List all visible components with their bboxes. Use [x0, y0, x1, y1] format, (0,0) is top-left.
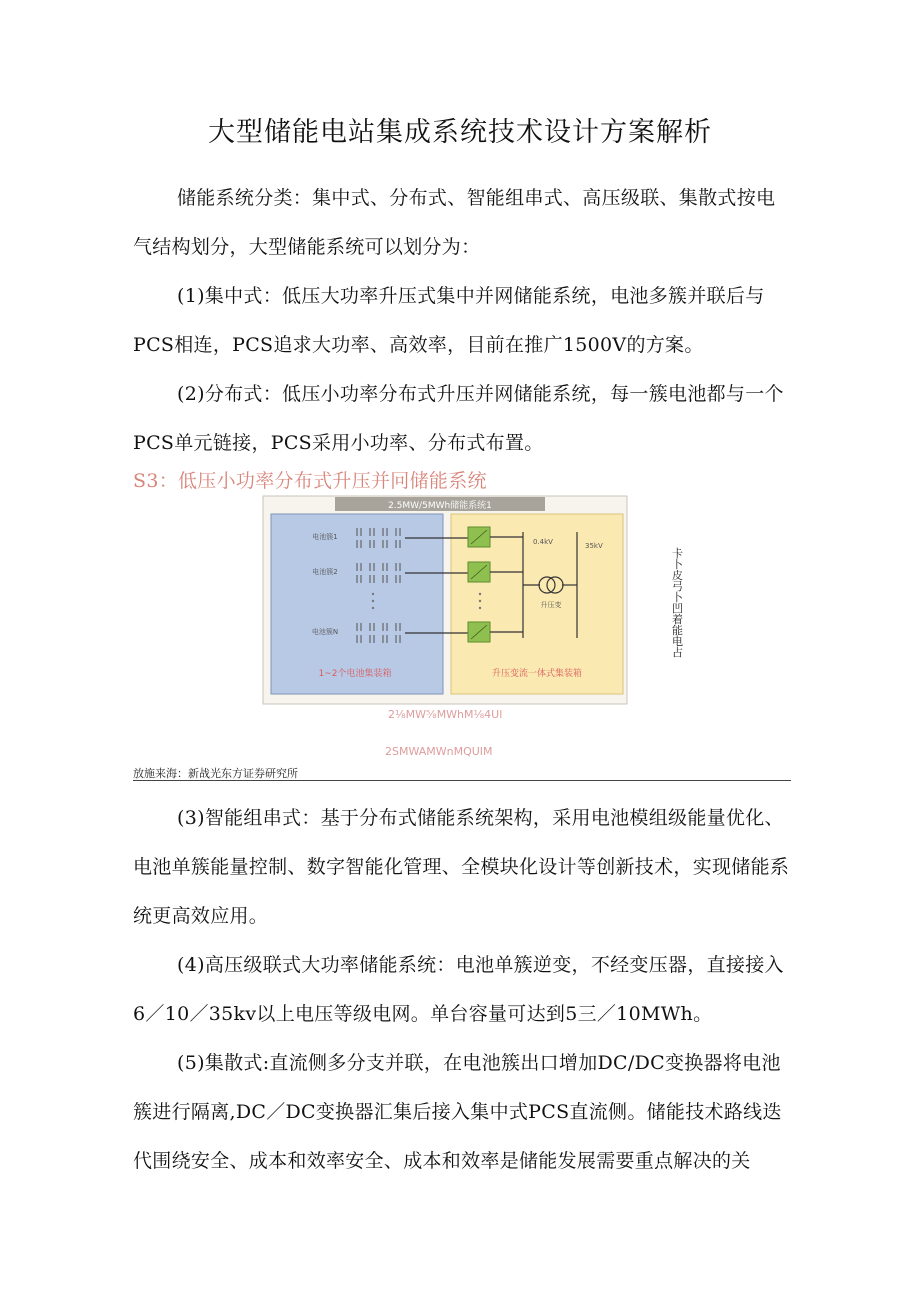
paragraph-text: 储能系统分类：集中式、分布式、智能组串式、高压级联、集散式按电气结构划分，大型储能系统可以划分为： — [133, 187, 776, 258]
paragraph-text: (2)分布式：低压小功率分布式升压并网储能系统，每一簇电池都与一个PCS单元链接，PCS采用小功率、分布式布置。 — [133, 383, 784, 454]
battery-label-1: 电池簇1 — [312, 533, 338, 541]
voltage-high-label: 35kV — [585, 542, 603, 550]
left-box-label: 1~2个电池集装箱 — [318, 669, 392, 679]
paragraph-cascade — [133, 941, 793, 1039]
battery-label-2: 电池簇2 — [312, 568, 338, 576]
voltage-low-label: 0.4kV — [533, 538, 553, 546]
paragraph-text: (5)集散式:直流侧多分支并联，在电池簇出口增加DC/DC变换器将电池簇进行隔离,DC／DC变换器汇集后接入集中式PCS直流侧。储能技术路线迭代围绕安全、成本和效率安全、成本和效率是储能发展需要重点解决的关 — [133, 1052, 782, 1172]
paragraph-centralized — [133, 272, 793, 370]
system-diagram — [255, 490, 635, 710]
paragraph-text: (1)集中式：低压大功率升压式集中并网储能系统，电池多簇并联后与PCS相连，PCS追求大功率、高效率，目前在推广1500V的方案。 — [133, 285, 765, 356]
figure-side-label: 卡卜皮弓卜凹着能电占 — [672, 547, 683, 659]
divider — [133, 780, 791, 781]
paragraph-classification — [133, 174, 793, 272]
battery-label-n: 电池簇N — [311, 628, 339, 636]
transformer-label: 升压变 — [540, 601, 562, 609]
paragraph-text: (3)智能组串式：基于分布式储能系统架构，采用电池模组级能量优化、电池单簇能量控制、数字智能化管理、全模块化设计等创新技术，实现储能系统更高效应用。 — [133, 807, 790, 927]
figure-caption: S3：低压小功率分布式升压并冋储能系统 — [133, 470, 487, 492]
figure-source: 放施来海：新战光东方证券研究所 — [133, 767, 298, 780]
paragraph-distributed — [133, 370, 793, 468]
figure-subtitle-1: 2⅛MW⅝MWhM⅛4Ul — [388, 708, 503, 721]
paragraph-text: (4)高压级联式大功率储能系统：电池单簇逆变，不经变压器，直接接入6／10／35kv以上电压等级电网。单台容量可达到5三／10MWh。 — [133, 954, 784, 1025]
paragraph-distributed-centralized — [133, 1039, 793, 1186]
paragraph-string — [133, 794, 793, 941]
diagram-header: 2.5MW/5MWh储能系统1 — [388, 501, 492, 511]
page-title: 大型储能电站集成系统技术设计方案解析 — [208, 117, 712, 148]
figure-subtitle-2: 2SMWAMWnMQUIM — [385, 745, 493, 758]
right-box-label: 升压变流一体式集装箱 — [491, 669, 583, 679]
